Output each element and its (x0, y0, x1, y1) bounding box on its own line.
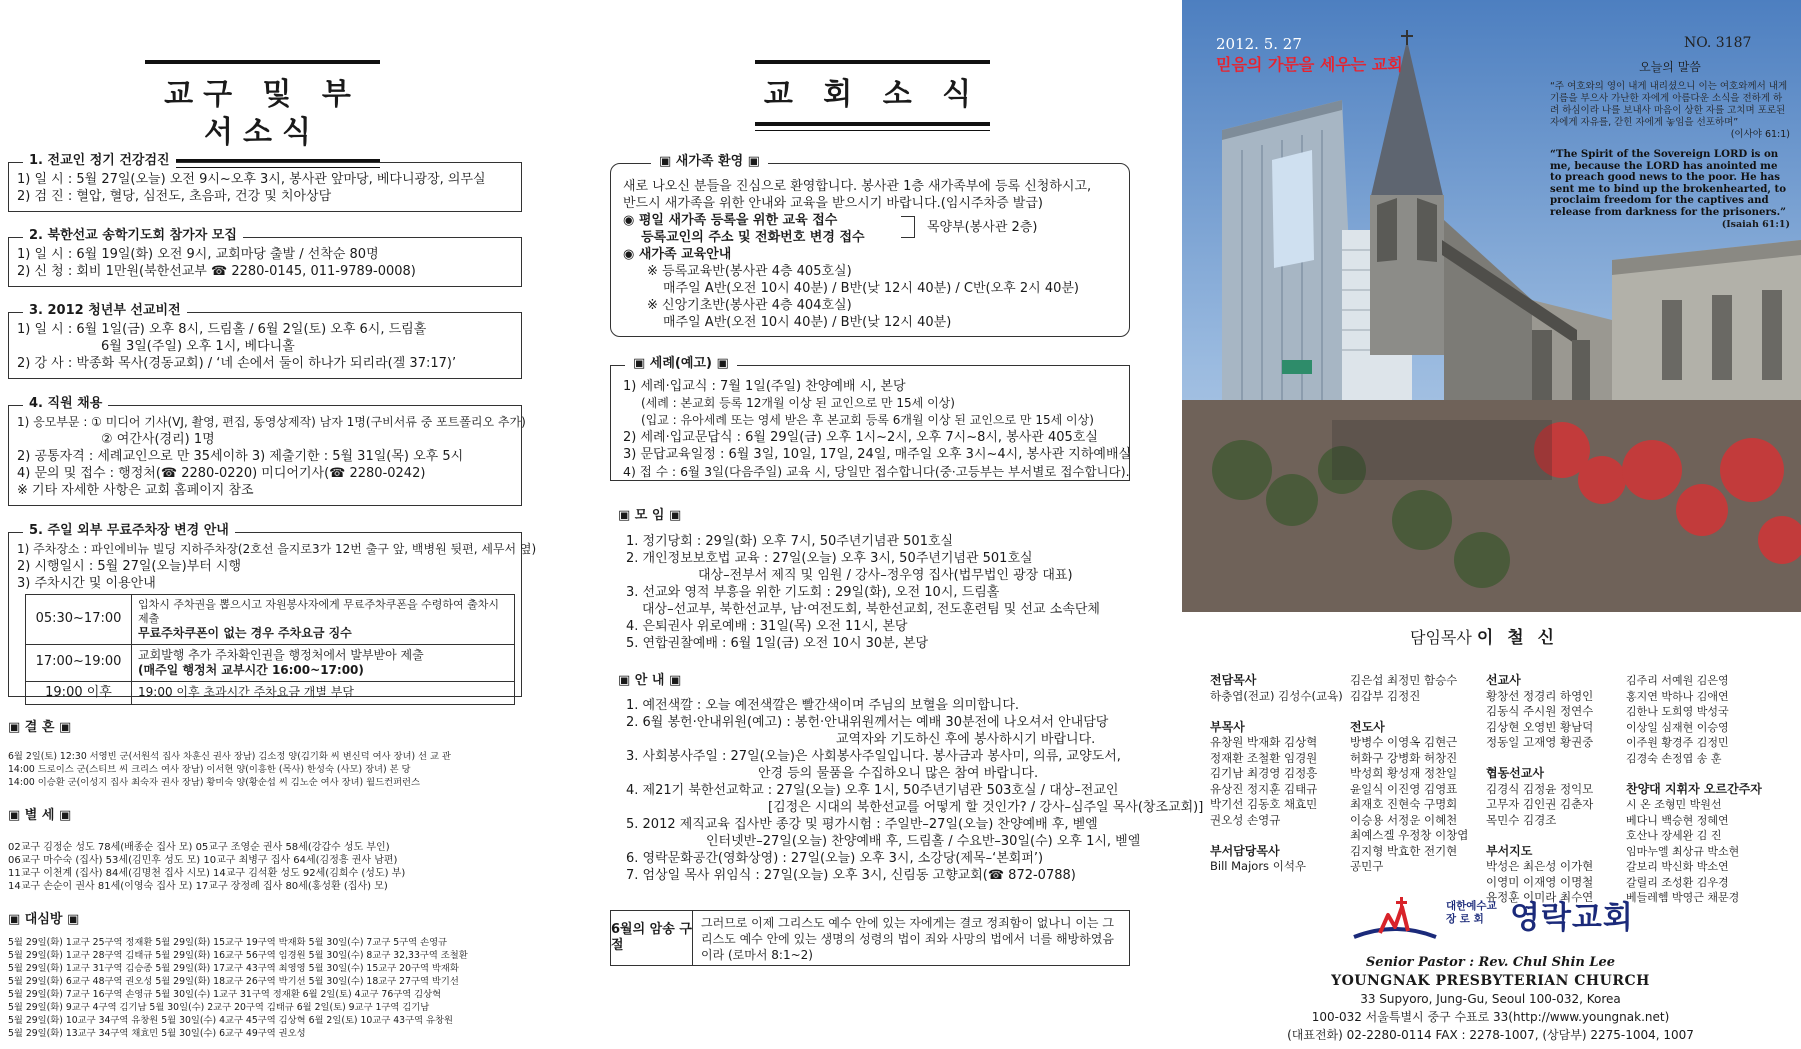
middle-page-title: 교 회 소 식 (755, 60, 990, 126)
staff-line: 전담목사 (1210, 673, 1257, 687)
text-line: 1) 응모부문 : ① 미디어 기사(VJ, 촬영, 편집, 동영상제작) 남자 1명(구비서류 중 포트폴리오 추가) (17, 415, 526, 429)
list-item: 대상–전부서 제직 및 임원 / 강사–정우영 집사(법무법인 광장 대표) (698, 568, 1073, 583)
footer-address-en: 33 Supyoro, Jung-Gu, Seoul 100-032, Korea (1360, 992, 1621, 1006)
staff-line: 이상일 심재현 이승영 (1626, 720, 1729, 734)
section-heading: 4. 직원 채용 (23, 396, 108, 412)
staff-line: 김주리 서예원 김은영 (1626, 674, 1729, 687)
staff-line: 허화구 강병화 허창진 (1350, 750, 1458, 765)
word-korean: “주 여호와의 영이 내게 내리셨으니 이는 여호와께서 내게 기름을 부으사 가난한 자에게 아름다운 소식을 전하게 하려 하심이라 나를 보내사 마음이 상한 자를 고치며 포로된 자에게 자유를, 갇힌 자에게 놓임을 선포하며” (1550, 81, 1788, 128)
desc-text: 교회발행 추가 주차확인권을 행정처에서 발부받아 제출 (138, 647, 424, 662)
list-item: [김정은 시대의 북한선교를 어떻게 할 것인가? / 강사–심주일 목사(창조교회)] (768, 800, 1204, 815)
table-cell-time: 05:30~17:00 (26, 595, 132, 645)
table-cell-desc (132, 644, 515, 681)
text-line: ※ 등록교육반(봉사관 4층 405호실) (647, 264, 852, 279)
staff-line: 김갑부 김정진 (1350, 688, 1421, 703)
staff-line: 부목사 (1210, 719, 1245, 734)
issue-number: NO. 3187 (1684, 35, 1752, 51)
memory-verse-text: 그러므로 이제 그리스도 예수 안에 있는 자에게는 결코 정죄함이 없나니 이는 그리스도 예수 안에 있는 생명의 성령의 법이 죄와 사망의 법에서 너를 해방하였음이라 (로마서 8:1~2) (701, 916, 1114, 962)
visit-line: 5월 29일(화) 6교구 48구역 권오성 5월 29일(화) 18교구 26구역 박기선 5월 30일(수) 18교구 27구역 박기선 (8, 976, 459, 987)
word-english-ref: (Isaiah 61:1) (1721, 218, 1790, 230)
bracket-line (901, 216, 915, 238)
death-line: 02교구 김정순 성도 78세(배종순 집사 모) 05교구 조영순 권사 58세(강갑수 성도 부인) (8, 842, 390, 853)
section-heading: 5. 주일 외부 무료주차장 변경 안내 (23, 523, 235, 539)
notice-list (618, 697, 1204, 884)
footer-phone: (대표전화) 02-2280-0114 FAX : 2278-1007, (상담부) 2275-1004, 1007 (1287, 1028, 1694, 1042)
text-line: 1) 일 시 : 6월 19일(화) 오전 9시, 교회마당 출발 / 선착순 80명 (17, 247, 379, 262)
staff-line: 고무자 김인권 김춘자 (1486, 797, 1594, 811)
staff-line: 갈릴리 조성환 김우경 (1626, 875, 1729, 889)
logo-mark-icon (1350, 893, 1440, 945)
text-line: 1) 주차장소 : 파인에비뉴 빌딩 지하주차장(2호선 을지로3가 12번 출구 앞, 백병원 뒷편, 세무서 옆) (17, 542, 537, 556)
text-line: 4) 문의 및 접수 : 행정처(☎ 2280-0220) 미디어기사(☎ 2280-0242) (17, 466, 426, 481)
list-item: 3. 사회봉사주일 : 27일(오늘)은 사회봉사주일입니다. 봉사금과 봉사미, 의류, 교양도서, (626, 749, 1121, 764)
staff-line: 협동선교사 (1486, 766, 1544, 780)
staff-line: 갈보리 박신화 박소연 (1626, 860, 1729, 873)
visit-line: 5월 29일(화) 13교구 34구역 채효민 5월 30일(수) 6교구 49구역 권오성 (8, 1028, 306, 1039)
list-item: 1. 정기당회 : 29일(화) 오후 7시, 50주년기념관 501호실 (626, 534, 954, 549)
parking-table (25, 594, 515, 705)
staff-column-1 (1210, 673, 1343, 875)
text-line: 2) 신 청 : 회비 1만원(북한선교부 ☎ 2280-0145, 011-9789-0008) (17, 264, 416, 279)
table-cell-time: 17:00~19:00 (26, 644, 132, 681)
staff-line: 정재환 조철환 임경원 (1210, 750, 1318, 765)
wedding-heading: ▣ 결 혼 ▣ (8, 720, 72, 735)
text-line: ※ 신앙기초반(봉사관 4층 404호실) (647, 298, 852, 313)
right-panel (1180, 0, 1801, 1049)
logo-small-text: 장 로 회 (1446, 913, 1484, 925)
senior-pastor (1410, 628, 1558, 649)
text-line: 2) 시행일시 : 5월 27일(오늘)부터 시행 (17, 559, 242, 574)
death-line: 06교구 마수숙 (집사) 53세(김민후 성도 모) 10교구 최병구 집사 64세(김정흥 권사 남편) (8, 855, 398, 866)
wedding-line: 14:00 이승환 군(이성지 집사 최숙자 권사 장남) 황미숙 양(황순섭 씨 김노순 여사 장녀) 월드컨퍼런스 (8, 777, 421, 788)
desc-text: 19:00 이후 초과시간 주차요금 개별 부담 (138, 685, 354, 700)
staff-column-4 (1626, 673, 1762, 906)
visit-line: 5월 29일(화) 1교구 31구역 김승종 5월 29일(화) 17교구 43구역 최영영 5월 30일(수) 15교구 20구역 박재화 (8, 963, 459, 974)
staff-line: Bill Majors 이석우 (1210, 859, 1307, 873)
section-prayer-meeting (8, 228, 522, 287)
staff-line (1626, 766, 1762, 782)
staff-line: 시 온 조형민 박원선 (1626, 798, 1722, 811)
staff-line: 박성은 최은성 이가현 (1486, 859, 1594, 873)
text-line: (세례 : 본교회 등록 12개월 이상 된 교인으로 만 15세 이상) (641, 396, 955, 410)
staff-line: 권오성 손영규 (1210, 812, 1281, 827)
word-english: “The Spirit of the Sovereign LORD is on me, because the LORD has anointed me to preach good news to the poor. He has sent me to bind up the brokenhearted, to proclaim freedom for the captives and release from darkness for the prisoners.” (1550, 148, 1787, 218)
section-parking (8, 523, 537, 700)
desc-bold: 무료주차쿠폰이 없는 경우 주차요금 징수 (138, 625, 352, 640)
staff-line: 유정훈 이미라 최수연 (1486, 890, 1594, 904)
list-item: 교역자와 기도하신 후에 봉사하시기 바랍니다. (836, 732, 1096, 747)
staff-line (1210, 704, 1343, 720)
pastor-name: 이 철 신 (1476, 628, 1559, 648)
table-row (26, 644, 515, 681)
staff-line: 김은섭 최정민 함승수 (1350, 673, 1458, 687)
section-heading: ▣ 새가족 환영 ▣ (651, 154, 768, 170)
list-item: 6. 영락문화공간(영화상영) : 27일(오늘) 오후 3시, 소강당(제목–‘본회퍼’) (626, 851, 1044, 866)
meeting-list (618, 533, 1138, 652)
church-slogan: 믿음의 가문을 세우는 교회 (1216, 55, 1403, 74)
visit-heading: ▣ 대심방 ▣ (8, 912, 80, 927)
section-hiring (8, 396, 526, 506)
table-row (26, 681, 515, 704)
table-cell-time: 19:00 이후 (26, 681, 132, 704)
text-line: (입교 : 유아세례 또는 영세 받은 후 본교회 등록 6개월 이상 된 교인으로 만 15세 이상) (641, 413, 1094, 427)
meeting-heading: ▣ 모 임 ▣ (618, 508, 682, 523)
staff-line: 김동식 주시원 정연수 (1486, 704, 1594, 718)
newcomer-box (610, 154, 1130, 337)
text-line: 2) 세례·입교문답식 : 6월 29일(금) 오후 1시~2시, 오후 7시~8시, 봉사관 405호실 (623, 430, 1098, 445)
staff-line: 호산나 장세완 김 진 (1626, 829, 1722, 842)
list-item: 4. 제21기 북한선교학교 : 27일(오늘) 오후 1시, 50주년기념관 503호실 / 대상–전교인 (626, 783, 1119, 798)
staff-line (1350, 704, 1468, 720)
text-line: 1) 일 시 : 5월 27일(오늘) 오전 9시~오후 3시, 봉사관 앞마당, 베다니광장, 의무실 (17, 172, 486, 187)
list-item: 1. 예전색깔 : 오늘 예전색깔은 빨간색이며 주님의 보혈을 의미합니다. (626, 698, 1020, 713)
staff-line: 김상현 오영빈 황남덕 (1486, 719, 1594, 734)
table-cell-desc (132, 595, 515, 645)
text-line: 반드시 새가족을 위한 안내와 교육을 받으시기 바랍니다.(임시주차증 발급) (623, 196, 1043, 211)
staff-line: 이승용 서정운 이혜천 (1350, 812, 1458, 827)
list-item: 2. 개인정보보호법 교육 : 27일(오늘) 오후 3시, 50주년기념관 501호실 (626, 551, 1033, 566)
staff-line: 김경식 김정윤 정익모 (1486, 781, 1594, 796)
list-item: 5. 연합권찰예배 : 6월 1일(금) 오전 10시 30분, 본당 (626, 636, 929, 651)
staff-line: 이영미 이재영 이명철 (1486, 874, 1594, 889)
word-korean-ref: (이사야 61:1) (1730, 129, 1790, 140)
staff-line: 정동일 고재영 황권중 (1486, 735, 1594, 749)
staff-line: 김한나 도희영 박성국 (1626, 705, 1729, 718)
list-item: 2. 6월 봉헌·안내위원(예고) : 봉헌·안내위원께서는 예배 30분전에 나오셔서 안내담당 (626, 715, 1109, 730)
staff-line: 방병수 이영옥 김현근 (1350, 735, 1458, 749)
staff-column-3 (1486, 673, 1593, 906)
text-line: 1) 일 시 : 6월 1일(금) 오후 8시, 드림홀 / 6월 2일(토) 오후 6시, 드림홀 (17, 322, 427, 337)
staff-line: 최예스겔 우정창 이창엽 (1350, 828, 1469, 842)
staff-line: 홍지연 박하나 김애연 (1626, 689, 1729, 703)
text-line: 6월 3일(주일) 오후 1시, 베다니홀 (101, 339, 295, 354)
bulletin-date: 2012. 5. 27 (1216, 35, 1302, 53)
memory-verse-box (610, 910, 1130, 966)
text-line: 3) 주차시간 및 이용안내 (17, 576, 156, 591)
staff-line: 김지형 박효한 전기현 (1350, 843, 1458, 858)
staff-line: 부서지도 (1486, 843, 1533, 858)
staff-line: 부서담당목사 (1210, 843, 1280, 858)
staff-line: 김기남 최경영 김정흥 (1210, 766, 1318, 780)
text-line: 매주일 A반(오전 10시 40분) / B반(낮 12시 40분) / C반(오후 2시 40분) (663, 281, 1080, 296)
side-note: 목양부(봉사관 2층) (927, 220, 1038, 235)
wedding-line: 14:00 드로이스 군(스티브 씨 크리스 여사 장남) 이서현 양(이흥한 (목사) 한성숙 (사모) 장녀) 본 당 (8, 764, 411, 775)
staff-line: 이주원 황경주 김정민 (1626, 736, 1729, 749)
staff-line: 유창원 박재화 김상혁 (1210, 735, 1318, 749)
notice-heading: ▣ 안 내 ▣ (618, 673, 682, 688)
pastor-label: 담임목사 (1410, 628, 1472, 647)
text-line: 2) 공통자격 : 세례교인으로 만 35세이하 3) 제출기한 : 5월 31일(목) 오후 5시 (17, 449, 464, 464)
staff-column-2 (1350, 673, 1468, 875)
footer-pastor: Senior Pastor : Rev. Chul Shin Lee (1365, 955, 1616, 970)
section-health-check (8, 153, 522, 212)
staff-line (1210, 828, 1343, 844)
footer-address-ko: 100-032 서울특별시 중구 수표로 33(http://www.youngnak.net) (1311, 1010, 1670, 1024)
visit-line: 5월 29일(화) 9교구 4구역 김기남 5월 30일(수) 2교구 20구역 김태규 6월 2일(토) 9교구 1구역 김기남 (8, 1002, 430, 1013)
staff-line: 임마누엘 최상규 박소현 (1626, 844, 1740, 858)
text-line: 3) 문답교육일정 : 6월 3일, 10일, 17일, 24일, 매주일 오후 3시~4시, 봉사관 지하예배실 (623, 447, 1132, 462)
todays-word (1550, 60, 1790, 231)
table-cell-desc (132, 681, 515, 704)
text-line: 2) 강 사 : 박종화 목사(경동교회) / ‘네 손에서 둘이 하나가 되리라(겔 37:17)’ (17, 356, 457, 371)
visit-line: 5월 29일(화) 1교구 28구역 김태규 5월 29일(화) 16교구 56구역 임경원 5월 30일(수) 8교구 32,33구역 조철환 (8, 950, 468, 961)
section-heading: ▣ 세례(예고) ▣ (625, 356, 737, 372)
left-panel (0, 0, 537, 1049)
logo-small-text: 대한예수교 (1446, 900, 1497, 912)
staff-line: 하충엽(전교) 김성수(교육) (1210, 688, 1343, 703)
text-line: ※ 기타 자세한 사항은 교회 홈페이지 참조 (17, 483, 254, 498)
footer-church-name: YOUNGNAK PRESBYTERIAN CHURCH (1331, 973, 1650, 989)
staff-line: 유상진 정지훈 김태규 (1210, 781, 1318, 796)
staff-line: 목민수 김경조 (1486, 812, 1557, 827)
section-youth-mission (8, 303, 522, 379)
staff-line (1486, 828, 1593, 844)
text-line: 2) 검 진 : 혈압, 혈당, 심전도, 초음파, 건강 및 치아상담 (17, 189, 332, 204)
staff-line: 박기선 김동호 채효민 (1210, 797, 1318, 811)
staff-line: 베다니 백승현 정혜연 (1626, 813, 1729, 827)
logo-denomination (1446, 900, 1497, 926)
staff-line: 찬양대 지휘자 오르간주자 (1626, 781, 1762, 796)
memory-verse-label: 6월의 암송 구절 (611, 911, 693, 965)
death-line: 11교구 이천계 (집사) 84세(김명천 집사 시모) 14교구 김석환 성도 92세(김희수 (성도) 부) (8, 868, 406, 879)
staff-line: 최재호 진현숙 구명회 (1350, 797, 1458, 811)
visit-line: 5월 29일(화) 7교구 16구역 손영규 5월 30일(수) 1교구 31구역 정재환 6월 2일(토) 4교구 76구역 김상혁 (8, 989, 442, 1000)
church-logo (1350, 893, 1650, 945)
word-title: 오늘의 말씀 (1639, 60, 1701, 74)
text-line: 1) 세례·입교식 : 7월 1일(주일) 찬양예배 시, 본당 (623, 379, 906, 394)
section-heading: 1. 전교인 정기 건강검진 (23, 153, 176, 169)
list-item: 안경 등의 물품을 수집하오니 많은 참여 바랍니다. (758, 766, 1039, 781)
text-line: ◉ 새가족 교육안내 (623, 247, 732, 262)
table-row (26, 595, 515, 645)
death-line: 14교구 손순이 권사 81세(이영숙 집사 모) 17교구 장정례 집사 80세(홍성환 (집사) 모) (8, 881, 388, 892)
list-item: 3. 선교와 영적 부흥을 위한 기도회 : 29일(화), 오전 10시, 드림홀 (626, 585, 1000, 600)
list-item: 5. 2012 제직교육 집사반 종강 및 평가시험 : 주일반–27일(오늘) 찬양예배 후, 벧엘 (626, 817, 1098, 832)
text-line: 매주일 A반(오전 10시 40분) / B반(낮 12시 40분) (663, 315, 952, 330)
staff-line: 박성희 황성재 정찬일 (1350, 766, 1458, 780)
text-line: 새로 나오신 분들을 진심으로 환영합니다. 봉사관 1층 새가족부에 등록 신청하시고, (623, 179, 1092, 194)
baptism-box (610, 356, 1132, 481)
staff-line: 베들레헴 박영근 채문경 (1626, 891, 1740, 904)
visit-line: 5월 29일(화) 10교구 34구역 유창원 5월 30일(수) 4교구 45구역 김상혁 6월 2일(토) 10교구 43구역 유창원 (8, 1015, 453, 1026)
text-line: ◉ 평일 새가족 등록을 위한 교육 접수 (623, 213, 838, 228)
desc-bold: (매주일 행정처 교부시간 16:00~17:00) (138, 662, 364, 677)
list-item: 인터넷반–27일(오늘) 찬양예배 후, 드림홀 / 수요반–30일(수) 오후 1시, 벧엘 (706, 834, 1141, 849)
church-photo (1182, 0, 1801, 612)
staff-line: 윤일식 이진영 김영표 (1350, 781, 1458, 796)
list-item: 대상–선교부, 북한선교부, 남·여전도회, 북한선교회, 전도훈련팀 및 선교 소속단체 (642, 602, 1100, 617)
text-line: 등록교인의 주소 및 전화번호 변경 접수 (641, 230, 865, 245)
staff-line: 전도사 (1350, 719, 1385, 734)
staff-line (1486, 751, 1593, 767)
desc-text: 입차시 주차권을 뽑으시고 자원봉사자에게 무료주차쿠폰을 수령하여 출차시 제출 (138, 598, 500, 625)
staff-line: 김경숙 손정엽 송 훈 (1626, 751, 1722, 765)
visit-line: 5월 29일(화) 1교구 25구역 정재환 5월 29일(화) 15교구 19구역 박재화 5월 30일(수) 7교구 5구역 손영규 (8, 937, 448, 948)
section-heading: 3. 2012 청년부 선교비전 (23, 303, 187, 319)
list-item: 4. 은퇴권사 위로예배 : 31일(목) 오전 11시, 본당 (626, 619, 908, 634)
middle-panel (610, 0, 1204, 1049)
staff-line: 공민구 (1350, 859, 1384, 873)
logo-church-name: 영락교회 (1510, 900, 1634, 936)
left-page-title: 교구 및 부서소식 (145, 60, 380, 163)
staff-line: 선교사 (1486, 673, 1521, 687)
text-line: ② 여간사(경리) 1명 (101, 432, 215, 447)
text-line: 4) 접 수 : 6월 3일(다음주일) 교육 시, 당일만 접수합니다(중·고등부는 부서별로 접수합니다). (623, 464, 1130, 479)
staff-line: 황창선 정경리 하영인 (1486, 688, 1594, 703)
list-item: 7. 엄상일 목사 위임식 : 27일(오늘) 오후 3시, 신림동 고향교회(☎ 872-0788) (626, 868, 1076, 883)
death-heading: ▣ 별 세 ▣ (8, 808, 72, 823)
wedding-line: 6월 2일(토) 12:30 서영빈 군(서원석 집사 차훈신 권사 장남) 김소정 양(김기화 씨 변신덕 여사 장녀) 선 교 관 (8, 751, 451, 762)
section-heading: 2. 북한선교 송학기도회 참가자 모집 (23, 228, 243, 244)
